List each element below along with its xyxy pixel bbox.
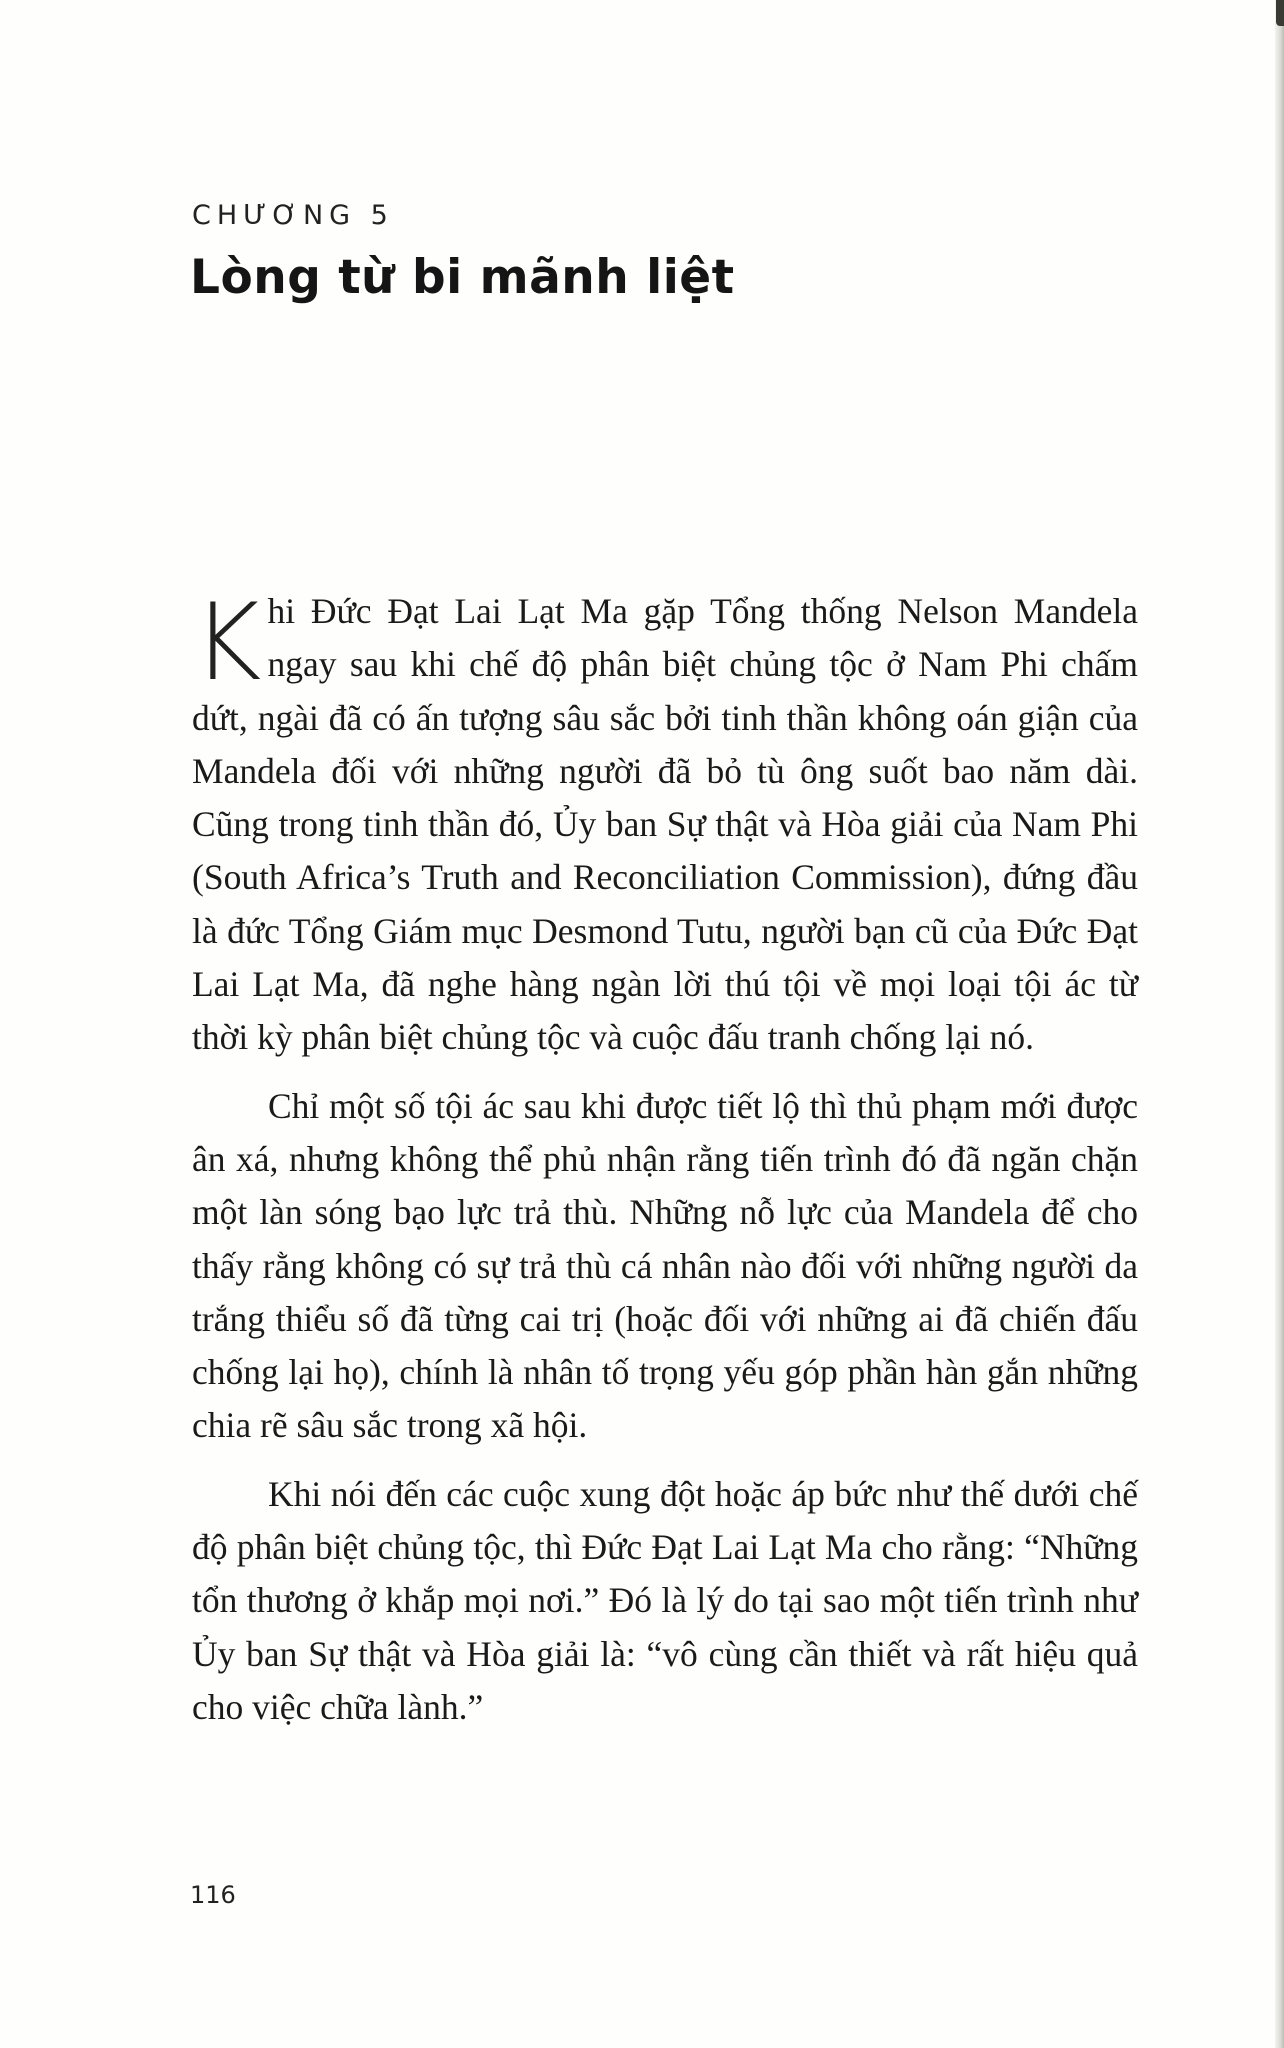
chapter-label: CHƯƠNG 5 [192, 200, 394, 231]
paragraph-3: Khi nói đến các cuộc xung đột hoặc áp bức như thế dưới chế độ phân biệt chủng tộc, thì Đức Đạt Lai Lạt Ma cho rằng: “Những tổn thương ở khắp mọi nơi.” Đó là lý do tại sao một tiến trình như Ủy ban Sự thật và Hòa giải là: “vô cùng cần thiết và rất hiệu quả cho việc chữa lành.” [192, 1473, 1138, 1727]
corner-mark [1276, 0, 1284, 26]
page-edge [1275, 0, 1284, 2048]
paragraph-2: Chỉ một số tội ác sau khi được tiết lộ thì thủ phạm mới được ân xá, nhưng không thể phủ nhận rằng tiến trình đó đã ngăn chặn một làn sóng bạo lực trả thù. Những nỗ lực của Mandela để cho thấy rằng không có sự trả thù cá nhân nào đối với những người da trắng thiểu số đã từng cai trị (hoặc đối với những ai đã chiến đấu chống lại họ), chính là nhân tố trọng yếu góp phần hàn gắn những chia rẽ sâu sắc trong xã hội. [192, 1085, 1138, 1446]
drop-cap: K [192, 581, 262, 704]
page-number: 116 [190, 1881, 236, 1909]
paragraph-1 [192, 581, 1138, 1065]
body-text [192, 581, 1138, 1749]
paragraph-1-text: hi Đức Đạt Lai Lạt Ma gặp Tổng thống Nelson Mandela ngay sau khi chế độ phân biệt chủng tộc ở Nam Phi chấm dứt, ngài đã có ấn tượng sâu sắc bởi tinh thần không oán giận của Mandela đối với những người đã bỏ tù ông suốt bao năm dài. Cũng trong tinh thần đó, Ủy ban Sự thật và Hòa giải của Nam Phi (South Africa’s Truth and Reconciliation Commission), đứng đầu là đức Tổng Giám mục Desmond Tutu, người bạn cũ của Đức Đạt Lai Lạt Ma, đã nghe hàng ngàn lời thú tội về mọi loại tội ác từ thời kỳ phân biệt chủng tộc và cuộc đấu tranh chống lại nó. [192, 591, 1138, 1058]
chapter-title: Lòng từ bi mãnh liệt [190, 250, 735, 305]
